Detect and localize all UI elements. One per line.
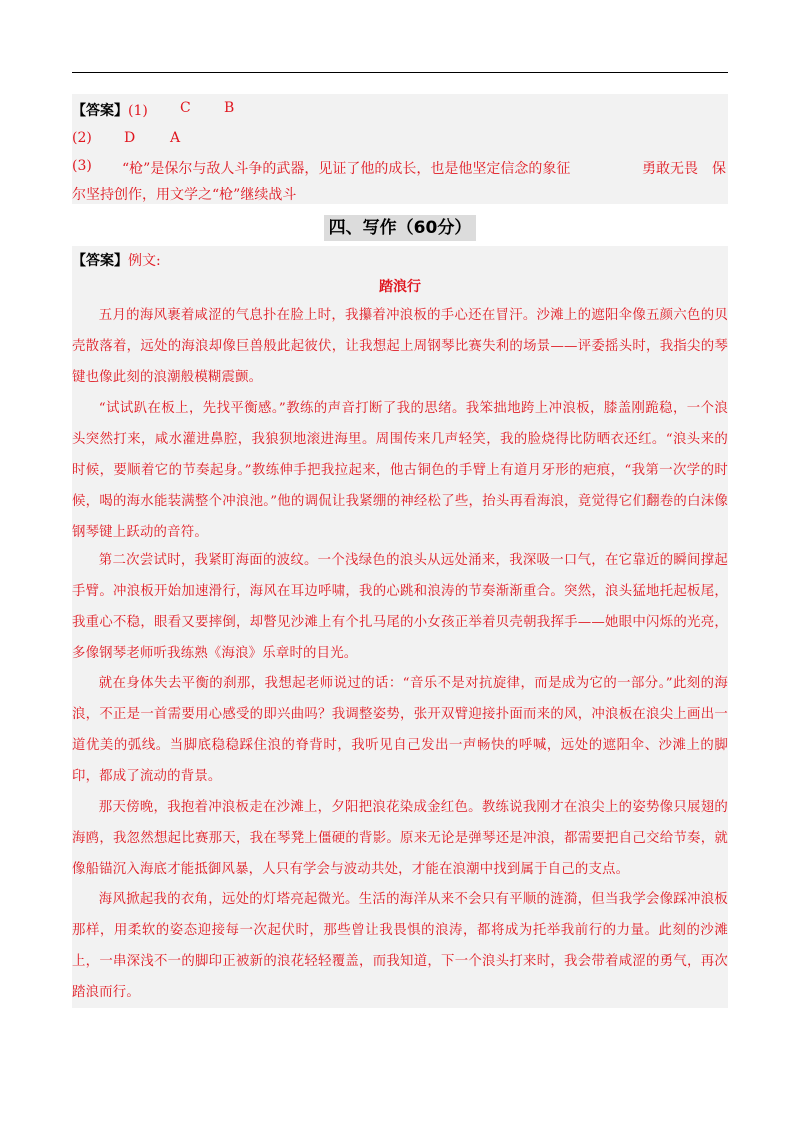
q2-answer-a: D <box>124 130 136 146</box>
q1-number: (1) <box>128 103 148 119</box>
q3-answer-part2: 勇敢无畏 <box>642 161 698 177</box>
essay-intro: 例文: <box>128 253 161 269</box>
q1-answer-b: B <box>224 100 235 116</box>
q3-answer-part3-start: 保 <box>712 161 726 177</box>
header-rule <box>72 72 728 73</box>
essay-paragraph: 那天傍晚，我抱着冲浪板走在沙滩上，夕阳把浪花染成金红色。教练说我刚才在浪尖上的姿势像只展翅的海鸥，我忽然想起比赛那天，我在琴凳上僵硬的背影。原来无论是弹琴还是冲浪，都需要把自己交给节奏，就像船锚沉入海底才能抵御风暴，人只有学会与波动共处，才能在浪潮中找到属于自己的支点。 <box>72 800 728 877</box>
essay-paragraph: 就在身体失去平衡的刹那，我想起老师说过的话：“音乐不是对抗旋律，而是成为它的一部分。”此刻的海浪，不正是一首需要用心感受的即兴曲吗？我调整姿势，张开双臂迎接扑面而来的风，冲浪板在浪尖上画出一道优美的弧线。当脚底稳稳踩住浪的脊背时，我听见自己发出一声畅快的呼喊，远处的遮阳伞、沙滩上的脚印，都成了流动的背景。 <box>72 676 728 784</box>
q1-answer-a: C <box>180 100 191 116</box>
essay-paragraph: 第二次尝试时，我紧盯海面的波纹。一个浅绿色的浪头从远处涌来，我深吸一口气，在它靠近的瞬间撑起手臂。冲浪板开始加速滑行，海风在耳边呼啸，我的心跳和浪涛的节奏渐渐重合。突然，浪头猛地托起板尾，我重心不稳，眼看又要摔倒，却瞥见沙滩上有个扎马尾的小女孩正举着贝壳朝我挥手——她眼中闪烁的光亮，多像钢琴老师听我练熟《海浪》乐章时的目光。 <box>72 553 728 661</box>
answer-block-essay <box>72 246 728 1008</box>
q3-number: (3) <box>72 158 92 174</box>
answer-label: 【答案】 <box>72 103 128 119</box>
essay-paragraph: “试试趴在板上，先找平衡感。”教练的声音打断了我的思绪。我笨拙地跨上冲浪板，膝盖刚跪稳，一个浪头突然打来，咸水灌进鼻腔，我狼狈地滚进海里。周围传来几声轻笑，我的脸烧得比防晒衣还红。“浪头来的时候，要顺着它的节奏起身。”教练伸手把我拉起来，他古铜色的手臂上有道月牙形的疤痕，“我第一次学的时候，喝的海水能装满整个冲浪池。”他的调侃让我紧绷的神经松了些，抬头再看海浪，竟觉得它们翻卷的白沫像钢琴键上跃动的音符。 <box>72 401 728 540</box>
answer-label: 【答案】 <box>72 253 128 269</box>
section-heading-writing: 四、写作（60分） <box>324 215 476 241</box>
q2-answer-b: A <box>170 130 181 146</box>
essay-paragraph: 海风掀起我的衣角，远处的灯塔亮起微光。生活的海洋从来不会只有平顺的涟漪，但当我学会像踩冲浪板那样，用柔软的姿态迎接每一次起伏时，那些曾让我畏惧的浪涛，都将成为托举我前行的力量。此刻的沙滩上，一串深浅不一的脚印正被新的浪花轻轻覆盖，而我知道，下一个浪头打来时，我会带着咸涩的勇气，再次踏浪而行。 <box>72 892 728 1000</box>
answer-block-reading <box>72 94 728 204</box>
essay-paragraph: 五月的海风裹着咸涩的气息扑在脸上时，我攥着冲浪板的手心还在冒汗。沙滩上的遮阳伞像五颜六色的贝壳散落着，远处的海浪却像巨兽般此起彼伏，让我想起上周钢琴比赛失利的场景——评委摇头时，我指尖的琴键也像此刻的浪潮般模糊震颤。 <box>72 308 728 385</box>
essay-title: 踏浪行 <box>379 279 421 295</box>
q3-answer-part3-end: 尔坚持创作，用文学之“枪”继续战斗 <box>72 187 297 203</box>
answer-line-1 <box>72 100 148 120</box>
q2-number: (2) <box>72 130 92 146</box>
q3-answer-part1: “枪”是保尔与敌人斗争的武器，见证了他的成长，也是他坚定信念的象征 <box>122 161 571 177</box>
essay-answer-line <box>72 250 161 270</box>
